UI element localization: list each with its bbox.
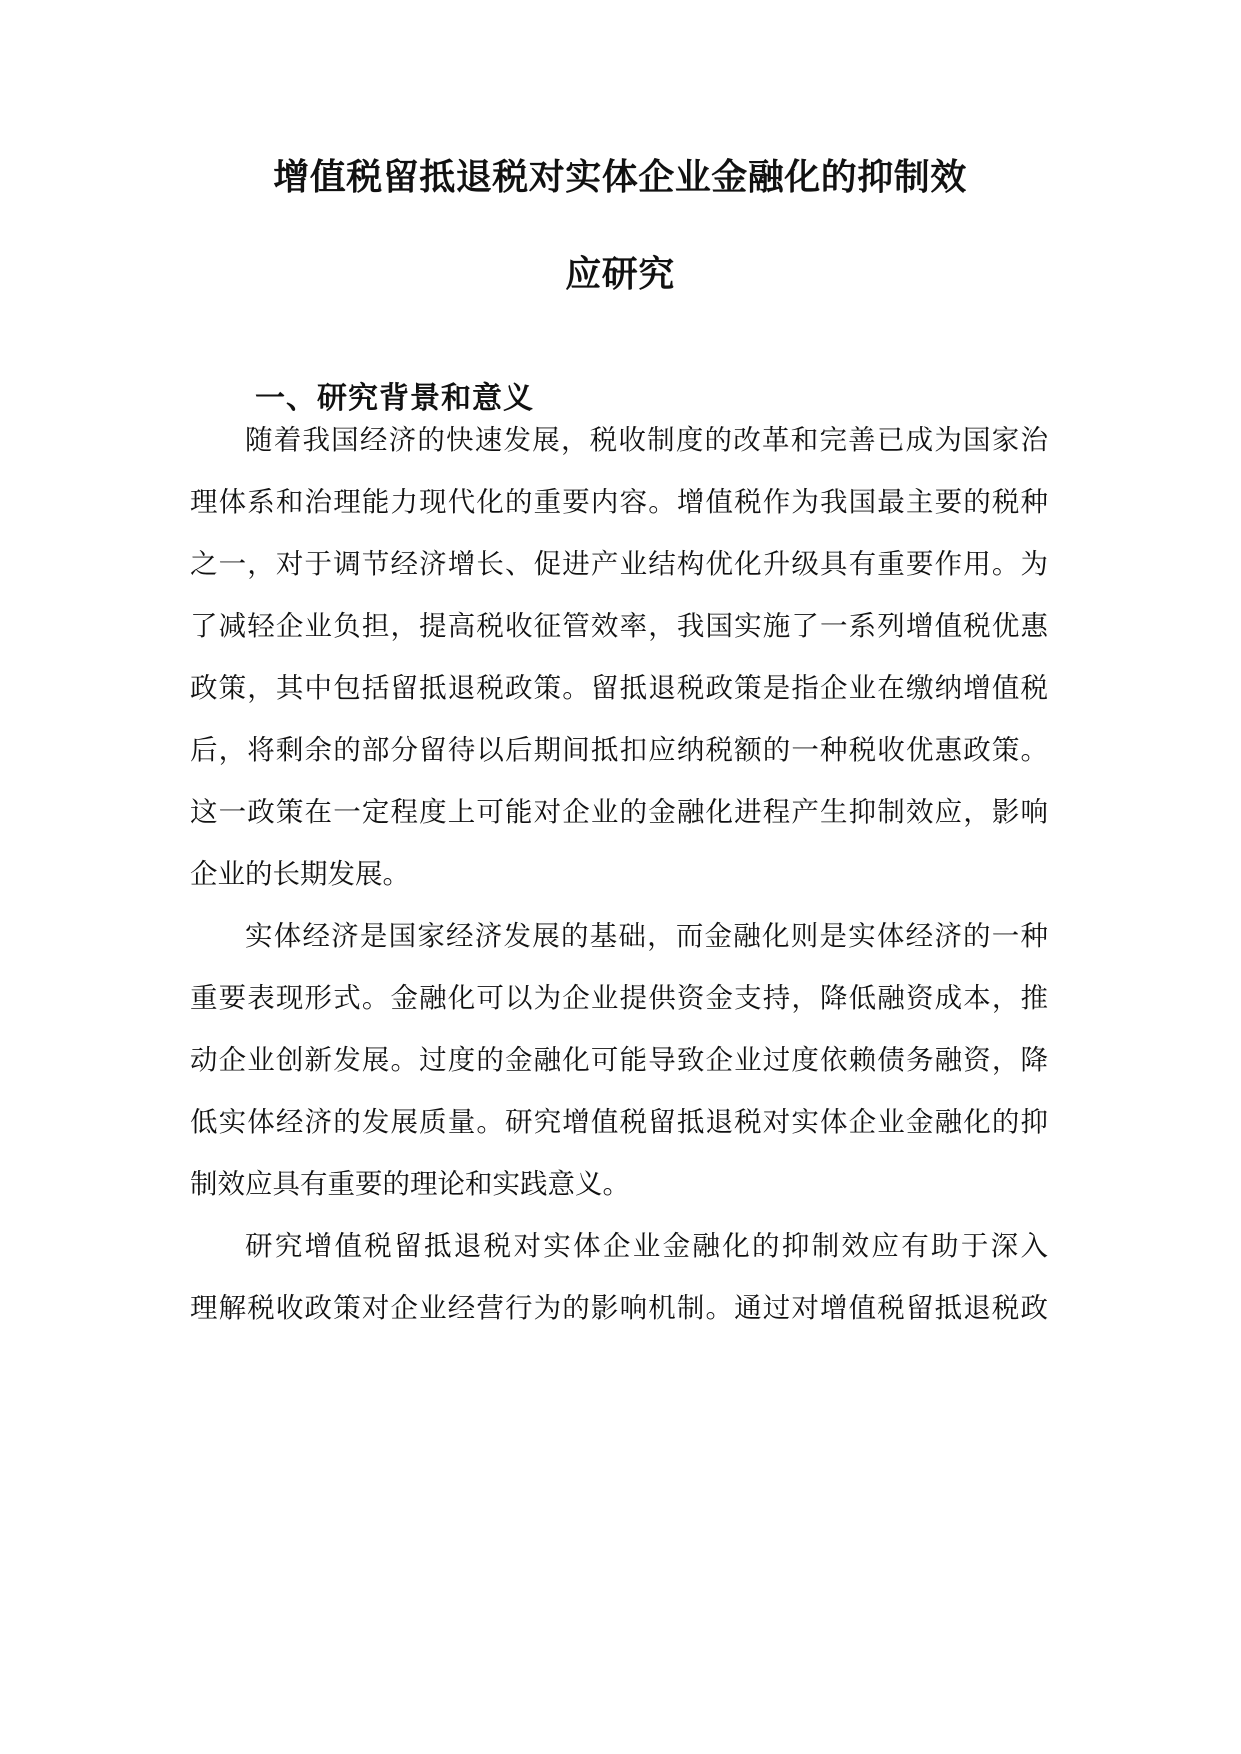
paragraph-1-line-1: 随着我国经济的快速发展，税收制度的改革和完善已成为国家治 (245, 424, 1048, 456)
paragraph-2-line-4: 低实体经济的发展质量。研究增值税留抵退税对实体企业金融化的抑 (190, 1106, 1048, 1138)
paragraph-1-line-3: 之一，对于调节经济增长、促进产业结构优化升级具有重要作用。为 (190, 548, 1048, 580)
paragraph-1-line-5: 政策，其中包括留抵退税政策。留抵退税政策是指企业在缴纳增值税 (190, 672, 1048, 704)
paragraph-1-line-4: 了减轻企业负担，提高税收征管效率，我国实施了一系列增值税优惠 (190, 610, 1048, 642)
paragraph-3-line-1: 研究增值税留抵退税对实体企业金融化的抑制效应有助于深入 (245, 1230, 1048, 1262)
paragraph-1-line-8: 企业的长期发展。 (190, 858, 410, 890)
paragraph-2-line-3: 动企业创新发展。过度的金融化可能导致企业过度依赖债务融资，降 (190, 1044, 1048, 1076)
document-title-line-2: 应研究 (565, 254, 675, 295)
paragraph-2-line-5: 制效应具有重要的理论和实践意义。 (190, 1168, 630, 1200)
paragraph-2-line-1: 实体经济是国家经济发展的基础，而金融化则是实体经济的一种 (245, 920, 1048, 952)
paragraph-1-line-7: 这一政策在一定程度上可能对企业的金融化进程产生抑制效应，影响 (190, 796, 1048, 828)
section-heading: 一、研究背景和意义 (255, 381, 534, 416)
document-title-line-1: 增值税留抵退税对实体企业金融化的抑制效 (273, 157, 967, 198)
paragraph-1-line-6: 后，将剩余的部分留待以后期间抵扣应纳税额的一种税收优惠政策。 (190, 734, 1048, 766)
paragraph-2-line-2: 重要表现形式。金融化可以为企业提供资金支持，降低融资成本，推 (190, 982, 1048, 1014)
paragraph-1-line-2: 理体系和治理能力现代化的重要内容。增值税作为我国最主要的税种 (190, 486, 1048, 518)
paragraph-3-line-2: 理解税收政策对企业经营行为的影响机制。通过对增值税留抵退税政 (190, 1292, 1048, 1324)
